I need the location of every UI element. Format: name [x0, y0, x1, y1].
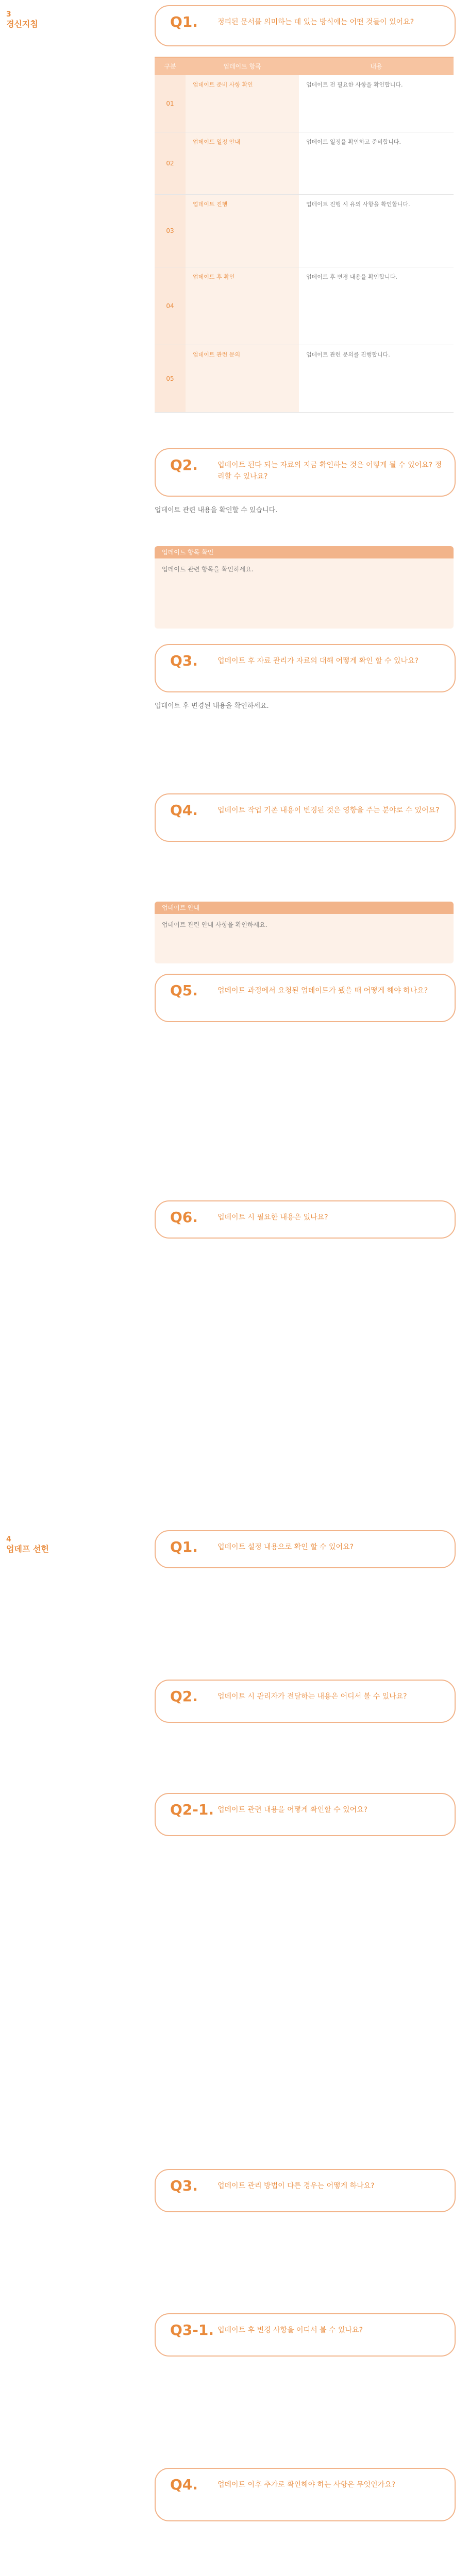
q-text: 업데이트 관련 내용을 어떻게 확인할 수 있어요?	[217, 1806, 368, 1814]
q-text: 정리된 문서를 의미하는 데 있는 방식에는 어떤 것들이 있어요?	[217, 18, 414, 26]
table-header-col1: 구분	[164, 63, 176, 70]
q-text: 업데이트 후 자료 관리가 자료의 대해 어떻게 확인 할 수 있나요?	[217, 657, 419, 665]
q-text: 업데이트 시 관리자가 전달하는 내용은 어디서 볼 수 있나요?	[217, 1692, 407, 1701]
q-card-4	[155, 793, 456, 842]
q-text: 업데이트 관리 방법이 다른 경우는 어떻게 하나요?	[217, 2182, 375, 2190]
q-text: 업데이트 된다 되는 자료의 지금 확인하는 것은 어떻게 될 수 있어요? 정리할 수 있나요?	[217, 461, 442, 481]
section-2-title: 업데프 선헌	[6, 1544, 49, 1554]
section-1-heading	[6, 10, 63, 30]
table-row	[155, 75, 454, 132]
q-number: Q4.	[170, 802, 198, 819]
table-row	[155, 195, 454, 267]
q-text: 업데이트 이후 추가로 확인해야 하는 사항은 무엇인가요?	[217, 2481, 396, 2489]
q-card-8	[155, 1680, 456, 1723]
q-number: Q2.	[170, 1688, 198, 1705]
table-header-col3: 내용	[370, 63, 382, 70]
row-desc: 업데이트 진행 시 유의 사항을 확인합니다.	[306, 201, 410, 208]
section-2	[0, 1525, 469, 2576]
section-2-heading	[6, 1535, 63, 1555]
row-desc: 업데이트 일정을 확인하고 준비합니다.	[306, 139, 401, 145]
q-card-2	[155, 448, 456, 497]
q-card-11	[155, 2313, 456, 2357]
q-number: Q5.	[170, 982, 198, 999]
row-item: 업데이트 관련 문의	[186, 345, 299, 412]
update-table	[155, 57, 454, 413]
row-no: 02	[155, 132, 186, 194]
q-text: 업데이트 과정에서 요청된 업데이트가 됐을 때 어떻게 해야 하나요?	[217, 987, 428, 995]
row-item: 업데이트 일정 안내	[186, 132, 299, 194]
q-card-7	[155, 1530, 456, 1568]
note-header: 업데이트 항목 확인	[155, 546, 454, 558]
note-box-2	[155, 902, 454, 963]
section-1	[0, 5, 469, 1499]
row-no: 04	[155, 267, 186, 345]
q-card-9	[155, 1793, 456, 1836]
table-header-col2: 업데이트 항목	[223, 63, 261, 70]
section-1-title: 경신지침	[6, 19, 38, 29]
row-no: 05	[155, 345, 186, 412]
q-number: Q4.	[170, 2476, 198, 2493]
note-body: 업데이트 관련 항목을 확인하세요.	[162, 566, 254, 573]
q-number: Q3.	[170, 652, 198, 669]
row-desc: 업데이트 전 필요한 사항을 확인합니다.	[306, 81, 403, 88]
q-text: 업데이트 설정 내용으로 확인 할 수 있어요?	[217, 1543, 354, 1551]
row-no: 03	[155, 195, 186, 267]
table-row	[155, 345, 454, 413]
row-item: 업데이트 준비 사항 확인	[186, 75, 299, 132]
section-1-num: 3	[6, 10, 11, 19]
q-card-3	[155, 644, 456, 692]
q-text: 업데이트 시 필요한 내용은 있나요?	[217, 1213, 328, 1222]
section-2-num: 4	[6, 1535, 11, 1544]
q-card-5	[155, 974, 456, 1022]
q-number: Q1.	[170, 1538, 198, 1555]
q-number: Q6.	[170, 1209, 198, 1226]
answer-text: 업데이트 후 변경된 내용을 확인하세요.	[155, 702, 269, 710]
row-item: 업데이트 후 확인	[186, 267, 299, 345]
answer-text: 업데이트 관련 내용을 확인할 수 있습니다.	[155, 506, 278, 514]
q-card-10	[155, 2169, 456, 2212]
q-card-12	[155, 2468, 456, 2521]
note-body: 업데이트 관련 안내 사항을 확인하세요.	[162, 921, 267, 928]
q-card-1	[155, 5, 456, 46]
note-box-1	[155, 546, 454, 629]
q-number: Q2.	[170, 456, 198, 473]
table-row	[155, 267, 454, 345]
row-desc: 업데이트 후 변경 내용을 확인합니다.	[306, 274, 397, 280]
table-header	[155, 58, 454, 75]
row-no: 01	[155, 75, 186, 132]
q-card-6	[155, 1200, 456, 1239]
q-number: Q1.	[170, 13, 198, 30]
note-header: 업데이트 안내	[155, 902, 454, 914]
q-text: 업데이트 후 변경 사항을 어디서 볼 수 있나요?	[217, 2326, 363, 2334]
q-number: Q2-1.	[170, 1801, 214, 1818]
q-number: Q3.	[170, 2177, 198, 2194]
table-row	[155, 132, 454, 195]
q-number: Q3-1.	[170, 2321, 214, 2338]
row-item: 업데이트 진행	[186, 195, 299, 267]
row-desc: 업데이트 관련 문의를 진행합니다.	[306, 351, 390, 358]
q-text: 업데이트 작업 기존 내용이 변경된 것은 영향을 주는 분야로 수 있어요?	[217, 806, 440, 815]
